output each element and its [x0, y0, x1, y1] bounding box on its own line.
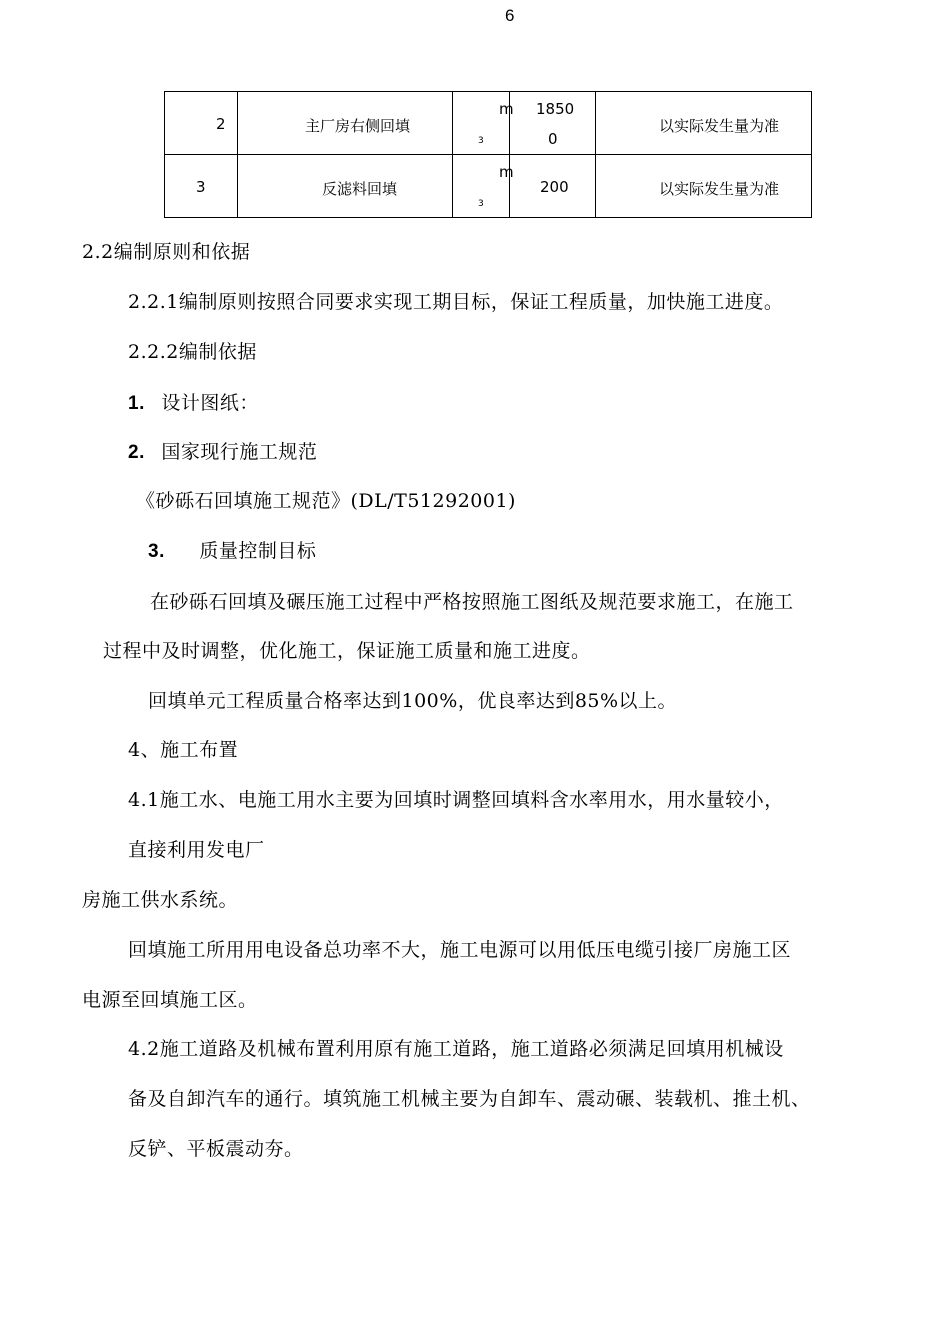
list-number: 1.: [128, 393, 145, 414]
page-number: 6: [505, 6, 515, 25]
list-text: 国家现行施工规范: [161, 441, 318, 463]
list-item: [128, 437, 317, 464]
paragraph-4-2-line: 4.2施工道路及机械布置利用原有施工道路，施工道路必须满足回填用机械设: [128, 1038, 784, 1060]
paragraph-2-2-1: 2.2.1编制原则按照合同要求实现工期目标，保证工程质量，加快施工进度。: [128, 291, 784, 313]
list-number: 2.: [128, 442, 145, 463]
list-item: [128, 388, 259, 415]
quality-paragraph-line: 在砂砾石回填及碾压施工过程中严格按照施工图纸及规范要求施工，在施工: [150, 591, 794, 613]
section-heading-2-2-2: 2.2.2编制依据: [128, 341, 257, 363]
item-name-cell: 反滤料回填: [238, 155, 453, 218]
item-name-cell: 主厂房右侧回填: [238, 92, 453, 155]
unit-cell: m 3: [453, 155, 510, 218]
paragraph-4-2-line: 备及自卸汽车的通行。填筑施工机械主要为自卸车、震动碾、装载机、推土机、: [128, 1088, 811, 1110]
power-paragraph-line: 回填施工所用用电设备总功率不大，施工电源可以用低压电缆引接厂房施工区: [128, 939, 792, 961]
list-item: [148, 536, 316, 563]
quantity-cell: 200: [510, 155, 596, 218]
quality-target-paragraph: 回填单元工程质量合格率达到100%，优良率达到85%以上。: [148, 690, 678, 712]
quantity-cell: 1850 0: [510, 92, 596, 155]
paragraph-4-1-line: 房施工供水系统。: [82, 889, 239, 911]
note-cell: 以实际发生量为准: [596, 155, 812, 218]
power-paragraph-line: 电源至回填施工区。: [82, 989, 258, 1011]
quantity-table: [164, 91, 812, 218]
row-number-cell: 2: [165, 92, 238, 155]
list-number: 3.: [148, 541, 165, 562]
paragraph-4-2-line: 反铲、平板震动夯。: [128, 1138, 304, 1160]
list-text: 质量控制目标: [199, 540, 317, 562]
paragraph-4-1-line: 直接利用发电厂: [128, 839, 265, 861]
unit-cell: m 3: [453, 92, 510, 155]
note-cell: 以实际发生量为准: [596, 92, 812, 155]
section-heading-2-2: 2.2编制原则和依据: [82, 241, 251, 263]
table-row: [165, 155, 812, 218]
quality-paragraph-line: 过程中及时调整，优化施工，保证施工质量和施工进度。: [103, 640, 591, 662]
table-row: [165, 92, 812, 155]
spec-reference: 《砂砾石回填施工规范》(DL/T51292001): [136, 490, 516, 512]
row-number-cell: 3: [165, 155, 238, 218]
paragraph-4-1-line: 4.1施工水、电施工用水主要为回填时调整回填料含水率用水，用水量较小，: [128, 789, 784, 811]
section-heading-4: 4、施工布置: [128, 739, 239, 761]
list-text: 设计图纸：: [161, 392, 259, 414]
